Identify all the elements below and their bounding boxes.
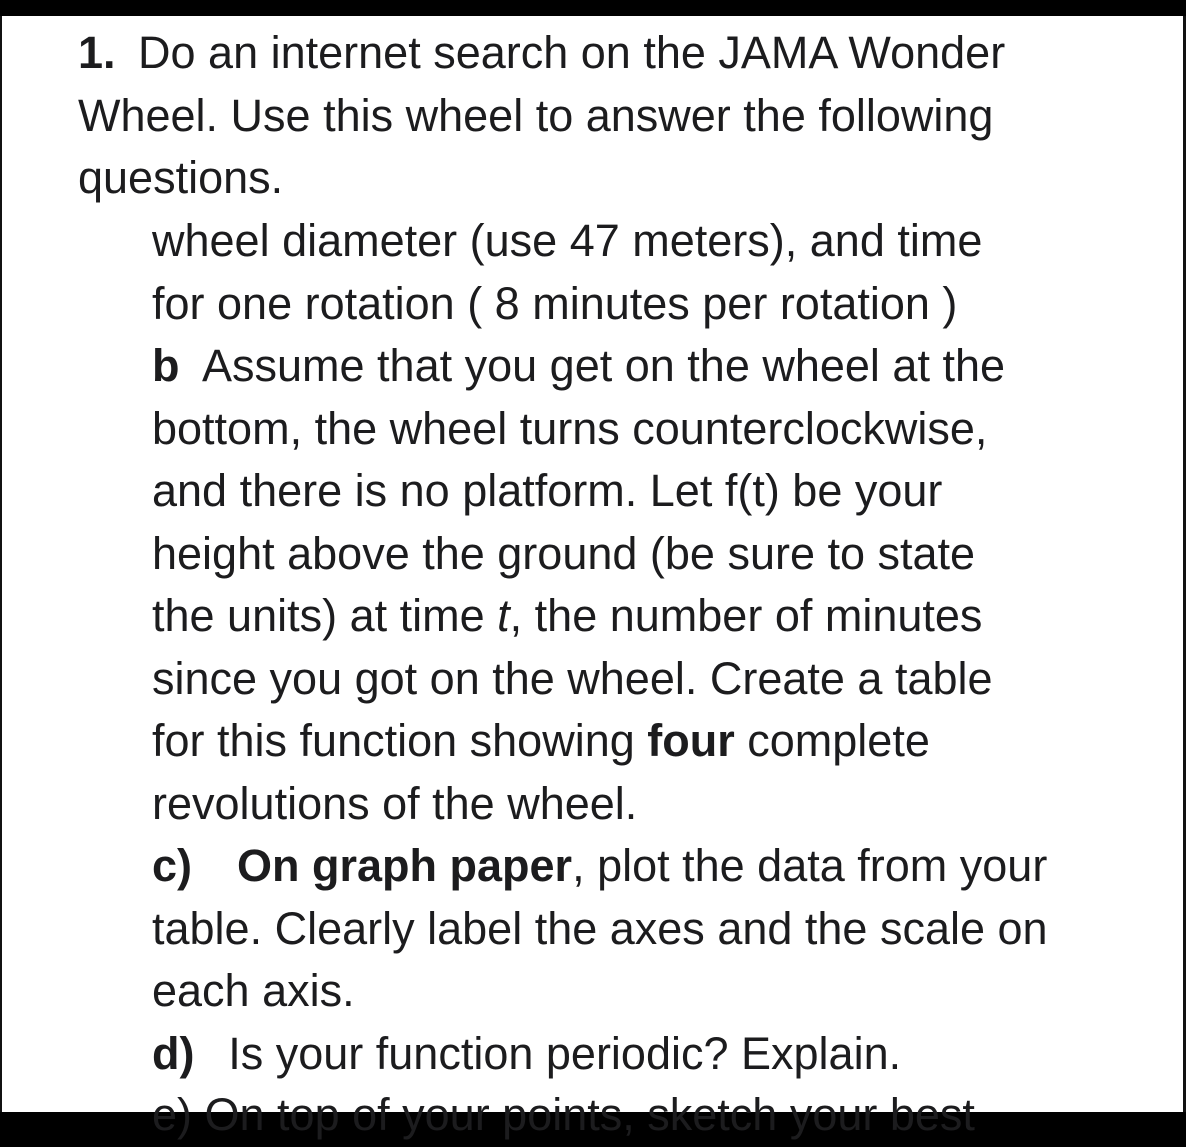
- part-b-line-7: [152, 710, 1182, 773]
- part-b-line-5-pre: the units) at time: [152, 590, 498, 641]
- part-b-line-8: revolutions of the wheel.: [152, 777, 638, 829]
- part-c-line-2: table. Clearly label the axes and the scale on: [152, 902, 1048, 954]
- part-d-text: Is your function periodic? Explain.: [228, 1027, 902, 1079]
- part-b-line-2: bottom, the wheel turns counterclockwise,: [152, 402, 988, 454]
- part-b-line-3: and there is no platform. Let f(t) be your: [152, 465, 943, 516]
- part-b-line-7-post: complete: [734, 715, 930, 766]
- emphasis-four: four: [647, 715, 735, 766]
- question-line: [78, 22, 1158, 85]
- part-c: [152, 835, 1182, 1023]
- question-1: [78, 22, 1158, 210]
- part-a: [152, 210, 1182, 335]
- part-b-line-5-post: , the number of minutes: [509, 590, 983, 641]
- part-e-cut-off-line: e) On top of your points, sketch your best: [152, 1089, 975, 1140]
- part-d-line: [152, 1023, 1182, 1086]
- time-variable: t: [497, 590, 510, 641]
- part-b-line-7-pre: for this function showing: [152, 715, 648, 766]
- part-a-line-1: wheel diameter (use 47 meters), and time: [152, 215, 983, 266]
- emphasis-graph-paper: On graph paper: [237, 840, 573, 891]
- part-b-line-5: [152, 585, 1182, 648]
- question-text-line-1: Do an internet search on the JAMA Wonder: [138, 27, 1006, 78]
- part-b-line: [152, 335, 1182, 398]
- part-b-line-4: height above the ground (be sure to state: [152, 527, 976, 579]
- part-d-label: d): [152, 1027, 195, 1079]
- part-b-line-1: Assume that you get on the wheel at the: [202, 340, 1006, 391]
- part-b-label: b: [152, 340, 180, 391]
- page-left-border: [0, 16, 2, 1112]
- part-c-line-3: each axis.: [152, 965, 355, 1016]
- part-b: [152, 335, 1182, 835]
- part-c-line-1-post: , plot the data from your: [572, 840, 1048, 891]
- part-d: [152, 1023, 1182, 1086]
- part-c-label: c): [152, 840, 193, 891]
- part-b-line-6: since you got on the wheel. Create a table: [152, 652, 993, 704]
- question-text-line-2: Wheel. Use this wheel to answer the following: [78, 89, 994, 141]
- question-text-line-3: questions.: [78, 152, 284, 203]
- question-number: 1.: [78, 27, 116, 78]
- sub-questions: [152, 210, 1182, 1085]
- part-a-line-2: for one rotation ( 8 minutes per rotation ): [152, 277, 958, 329]
- part-c-line-1: [152, 835, 1182, 898]
- document-page: [0, 16, 1186, 1140]
